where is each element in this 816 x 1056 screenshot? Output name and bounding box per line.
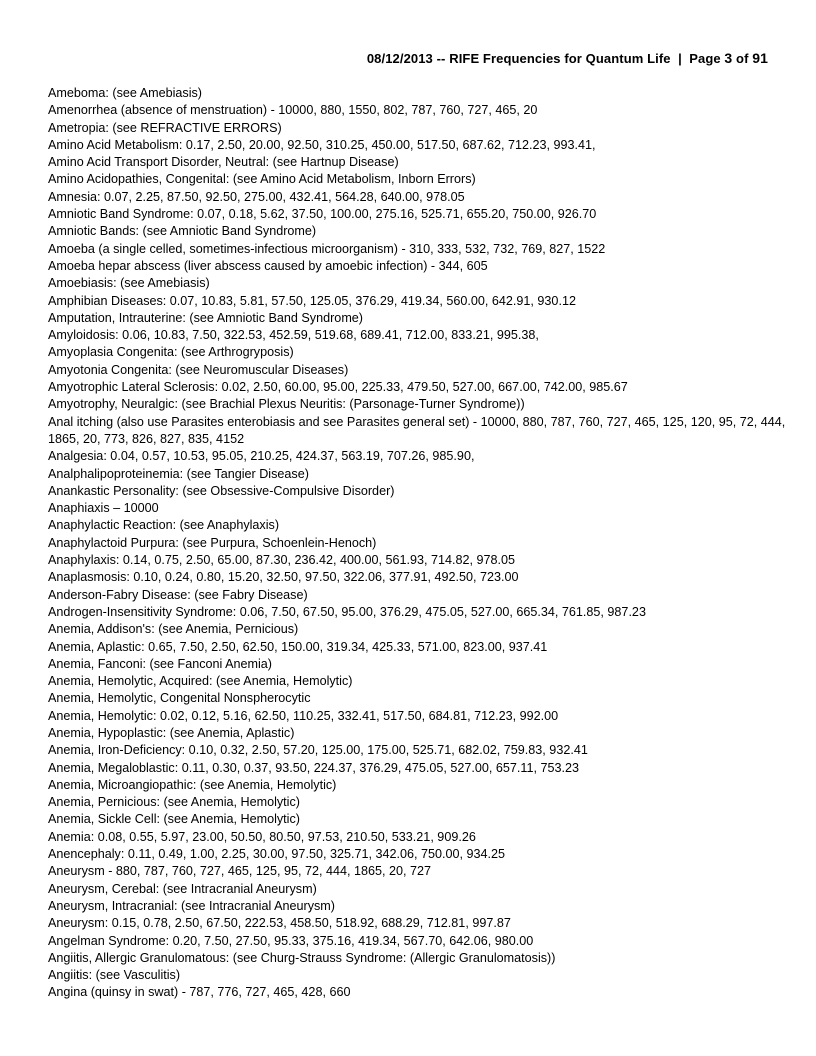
list-item: Anal itching (also use Parasites enterobiasis and see Parasites general set) - 10000, 880, 787, 760, 727, 465, 125, 120, 95, 72, 444, 1865, 20, 773, 826, 827, 835, 4152 (48, 414, 786, 446)
header-date: 08/12/2013 (366, 51, 433, 66)
list-item: Amputation, Intrauterine: (see Amniotic Band Syndrome) (48, 310, 364, 325)
list-item: Anaplasmosis: 0.10, 0.24, 0.80, 15.20, 32.50, 97.50, 322.06, 377.91, 492.50, 723.00 (48, 570, 519, 585)
list-item: Anemia, Pernicious: (see Anemia, Hemolytic) (48, 795, 300, 810)
list-item: Anemia, Hemolytic: 0.02, 0.12, 5.16, 62.50, 110.25, 332.41, 517.50, 684.81, 712.23, 992.00 (48, 708, 559, 723)
list-item: Angiitis, Allergic Granulomatous: (see Churg-Strauss Syndrome: (Allergic Granulomatosis)) (48, 950, 556, 965)
list-item: Anemia, Addison's: (see Anemia, Pernicious) (48, 622, 299, 637)
list-item: Anaphiaxis – 10000 (48, 501, 159, 516)
list-item: Anaphylactoid Purpura: (see Purpura, Schoenlein-Henoch) (48, 535, 377, 550)
list-item: Amoebiasis: (see Amebiasis) (48, 276, 210, 291)
list-item: Amyloidosis: 0.06, 10.83, 7.50, 322.53, 452.59, 519.68, 689.41, 712.00, 833.21, 995.38, (48, 328, 539, 343)
list-item: Anankastic Personality: (see Obsessive-Compulsive Disorder) (48, 483, 395, 498)
list-item: Amyotrophy, Neuralgic: (see Brachial Plexus Neuritis: (Parsonage-Turner Syndrome)) (48, 397, 525, 412)
of-label: of (732, 51, 753, 66)
list-item: Aneurysm, Intracranial: (see Intracranial Aneurysm) (48, 898, 335, 913)
list-item: Anemia, Hemolytic, Congenital Nonspherocytic (48, 691, 311, 706)
list-item: Anemia, Aplastic: 0.65, 7.50, 2.50, 62.50, 150.00, 319.34, 425.33, 571.00, 823.00, 937.41 (48, 639, 548, 654)
header-title: RIFE Frequencies for Quantum Life (449, 51, 671, 66)
list-item: Ameboma: (see Amebiasis) (48, 86, 202, 100)
list-item: Amenorrhea (absence of menstruation) - 10000, 880, 1550, 802, 787, 760, 727, 465, 20 (48, 103, 538, 118)
list-item: Analphalipoproteinemia: (see Tangier Disease) (48, 466, 309, 481)
list-item: Ametropia: (see REFRACTIVE ERRORS) (48, 120, 282, 135)
list-item: Amino Acid Transport Disorder, Neutral: (see Hartnup Disease) (48, 155, 399, 170)
list-item: Amphibian Diseases: 0.07, 10.83, 5.81, 57.50, 125.05, 376.29, 419.34, 560.00, 642.91, 930.12 (48, 293, 576, 308)
list-item: Amniotic Band Syndrome: 0.07, 0.18, 5.62, 37.50, 100.00, 275.16, 525.71, 655.20, 750.00, 926.70 (48, 207, 597, 222)
list-item: Amyotrophic Lateral Sclerosis: 0.02, 2.50, 60.00, 95.00, 225.33, 479.50, 527.00, 667.00, 742.00, 985.67 (48, 380, 628, 395)
list-item: Anemia, Microangiopathic: (see Anemia, Hemolytic) (48, 777, 337, 792)
list-item: Analgesia: 0.04, 0.57, 10.53, 95.05, 210.25, 424.37, 563.19, 707.26, 985.90, (48, 449, 475, 464)
entry-list (48, 85, 788, 1002)
list-item: Amino Acidopathies, Congenital: (see Amino Acid Metabolism, Inborn Errors) (48, 172, 476, 187)
page-total: 91 (752, 50, 768, 66)
list-item: Amyoplasia Congenita: (see Arthrogryposis) (48, 345, 294, 360)
list-item: Anemia, Hemolytic, Acquired: (see Anemia, Hemolytic) (48, 674, 353, 689)
list-item: Androgen-Insensitivity Syndrome: 0.06, 7.50, 67.50, 95.00, 376.29, 475.05, 527.00, 665.34, 761.85, 987.23 (48, 604, 646, 619)
list-item: Anencephaly: 0.11, 0.49, 1.00, 2.25, 30.00, 97.50, 325.71, 342.06, 750.00, 934.25 (48, 847, 506, 862)
list-item: Anemia, Megaloblastic: 0.11, 0.30, 0.37, 93.50, 224.37, 376.29, 475.05, 527.00, 657.11, 753.23 (48, 760, 579, 775)
list-item: Amoeba hepar abscess (liver abscess caused by amoebic infection) - 344, 605 (48, 258, 488, 273)
list-item: Anemia, Fanconi: (see Fanconi Anemia) (48, 656, 272, 671)
list-item: Amoeba (a single celled, sometimes-infectious microorganism) - 310, 333, 532, 732, 769, 827, 1522 (48, 241, 606, 256)
list-item: Aneurysm: 0.15, 0.78, 2.50, 67.50, 222.53, 458.50, 518.92, 688.29, 712.81, 997.87 (48, 916, 511, 931)
list-item: Amniotic Bands: (see Amniotic Band Syndrome) (48, 224, 317, 239)
list-item: Amino Acid Metabolism: 0.17, 2.50, 20.00, 92.50, 310.25, 450.00, 517.50, 687.62, 712.23, 993.41, (48, 137, 596, 152)
header-divider: | (670, 51, 690, 66)
list-item: Amnesia: 0.07, 2.25, 87.50, 92.50, 275.00, 432.41, 564.28, 640.00, 978.05 (48, 189, 465, 204)
list-item: Amyotonia Congenita: (see Neuromuscular Diseases) (48, 362, 349, 377)
list-item: Aneurysm - 880, 787, 760, 727, 465, 125, 95, 72, 444, 1865, 20, 727 (48, 864, 431, 879)
list-item: Angina (quinsy in swat) - 787, 776, 727, 465, 428, 660 (48, 985, 351, 1000)
page-current: 3 (724, 50, 733, 66)
page-header (367, 50, 768, 66)
list-item: Aneurysm, Cerebal: (see Intracranial Aneurysm) (48, 881, 317, 896)
list-item: Anemia: 0.08, 0.55, 5.97, 23.00, 50.50, 80.50, 97.53, 210.50, 533.21, 909.26 (48, 829, 476, 844)
list-item: Anemia, Sickle Cell: (see Anemia, Hemolytic) (48, 812, 300, 827)
list-item: Anemia, Iron-Deficiency: 0.10, 0.32, 2.50, 57.20, 125.00, 175.00, 525.71, 682.02, 759.83, 932.41 (48, 743, 588, 758)
page-label: Page (689, 51, 725, 66)
list-item: Angiitis: (see Vasculitis) (48, 968, 181, 983)
list-item: Anemia, Hypoplastic: (see Anemia, Aplastic) (48, 725, 295, 740)
list-item: Anaphylaxis: 0.14, 0.75, 2.50, 65.00, 87.30, 236.42, 400.00, 561.93, 714.82, 978.05 (48, 553, 516, 568)
list-item: Anderson-Fabry Disease: (see Fabry Disease) (48, 587, 308, 602)
list-item: Angelman Syndrome: 0.20, 7.50, 27.50, 95.33, 375.16, 419.34, 567.70, 642.06, 980.00 (48, 933, 534, 948)
header-separator: -- (432, 51, 450, 66)
list-item: Anaphylactic Reaction: (see Anaphylaxis) (48, 518, 280, 533)
